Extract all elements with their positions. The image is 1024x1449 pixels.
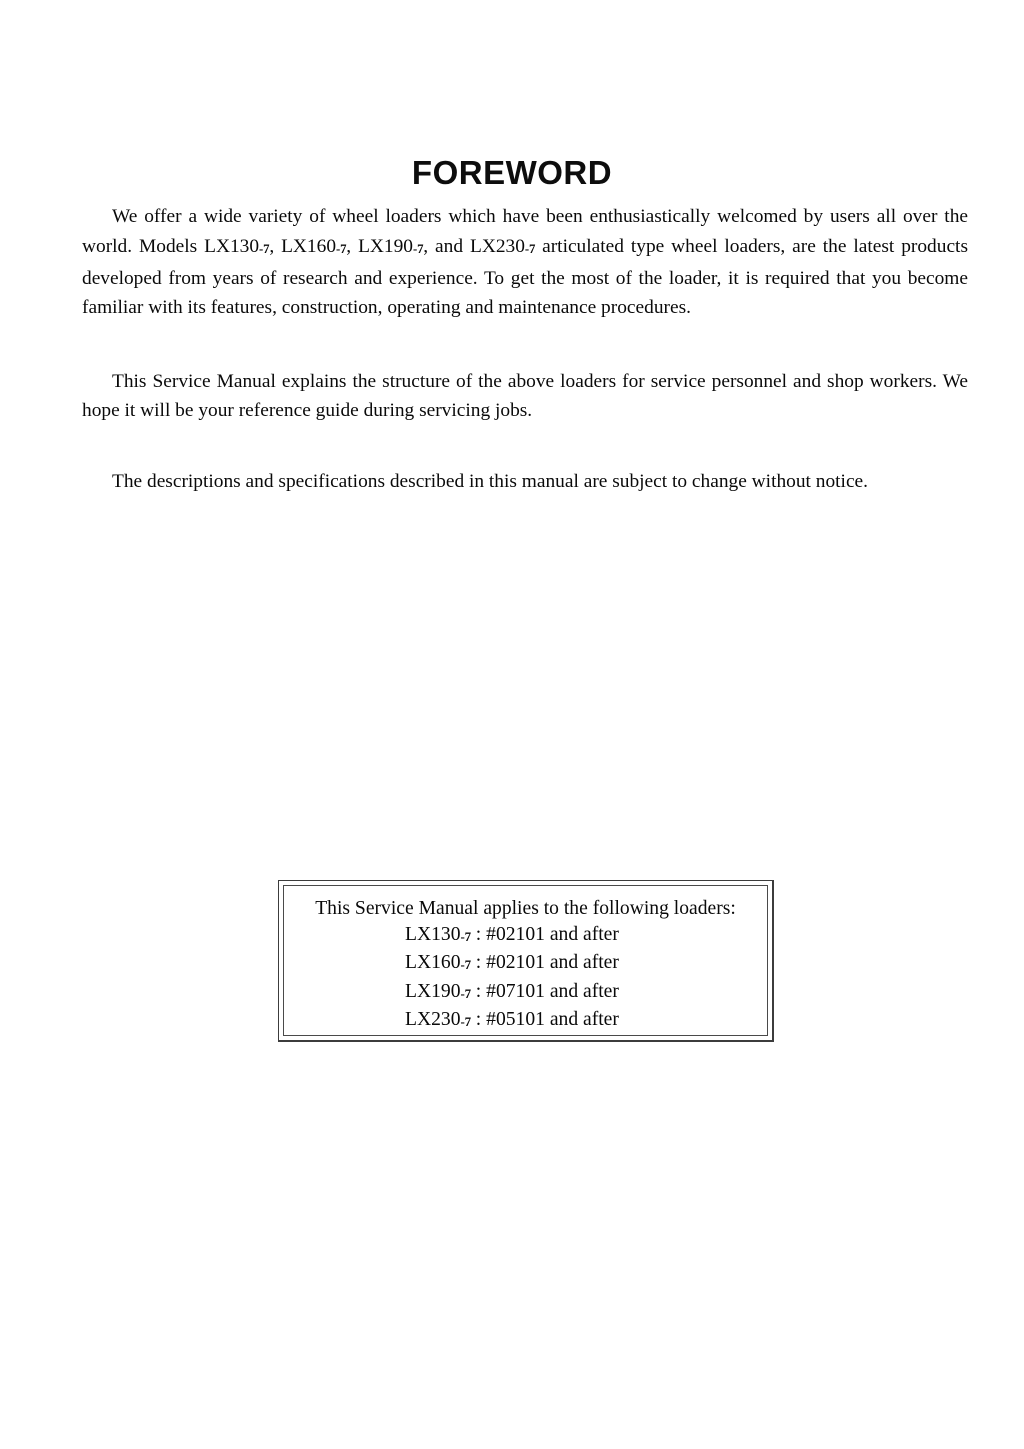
paragraph-1-text-between-2: , LX190 [346, 235, 414, 257]
paragraph-1-text-between-1: , LX160 [269, 235, 337, 257]
list-item [279, 1007, 772, 1035]
model-name: LX130 [405, 924, 461, 945]
applicability-box [278, 880, 774, 1042]
model-suffix-lx160: -7 [336, 241, 347, 256]
serial-number-range: #02101 and after [486, 924, 619, 945]
applicability-model-list [279, 922, 772, 1036]
row-separator: : [470, 980, 487, 1002]
paragraph-3: The descriptions and specifications described in this manual are subject to change without notice. [112, 470, 869, 492]
applicability-box-content [279, 895, 772, 1036]
list-item [279, 922, 772, 950]
paragraph-1-text-between-3: , and LX230 [423, 235, 525, 257]
model-suffix-lx230: -7 [524, 241, 536, 256]
paragraph-2: This Service Manual explains the structure of the above loaders for service personnel and shop workers. We hope it will be your reference guide during servicing jobs. [82, 370, 968, 422]
serial-number-range: #07101 and after [486, 980, 619, 1002]
model-name: LX230 [405, 1009, 461, 1031]
model-suffix: -7 [460, 957, 471, 973]
serial-number-range: #05101 and after [486, 1009, 619, 1031]
applicability-heading: This Service Manual applies to the following loaders: [315, 898, 736, 919]
model-name: LX190 [405, 980, 461, 1002]
page-title: FOREWORD [411, 154, 613, 192]
model-suffix: -7 [460, 928, 471, 944]
paragraph-1-text-after-models: articulated type wheel loaders, are the latest products developed from years of research and experience. To get the most of the loader, it is required that you become familiar with its features, construction, operating and maintenance procedures. [82, 235, 968, 319]
list-item [279, 979, 772, 1007]
paragraph-1 [82, 202, 968, 323]
model-suffix: -7 [460, 1014, 471, 1030]
list-item [279, 950, 772, 978]
model-name: LX160 [405, 952, 461, 974]
row-separator: : [470, 1009, 487, 1031]
foreword-body [82, 202, 968, 496]
model-suffix-lx130: -7 [259, 241, 270, 256]
model-suffix: -7 [460, 985, 471, 1001]
row-separator: : [470, 924, 487, 945]
serial-number-range: #02101 and after [486, 952, 619, 974]
model-suffix-lx190: -7 [413, 241, 424, 256]
row-separator: : [470, 952, 487, 974]
paragraph-1-text-before-models: We offer a wide variety of wheel loaders which have been enthusiastically welcomed by users all over the world. Models LX130 [82, 206, 968, 257]
